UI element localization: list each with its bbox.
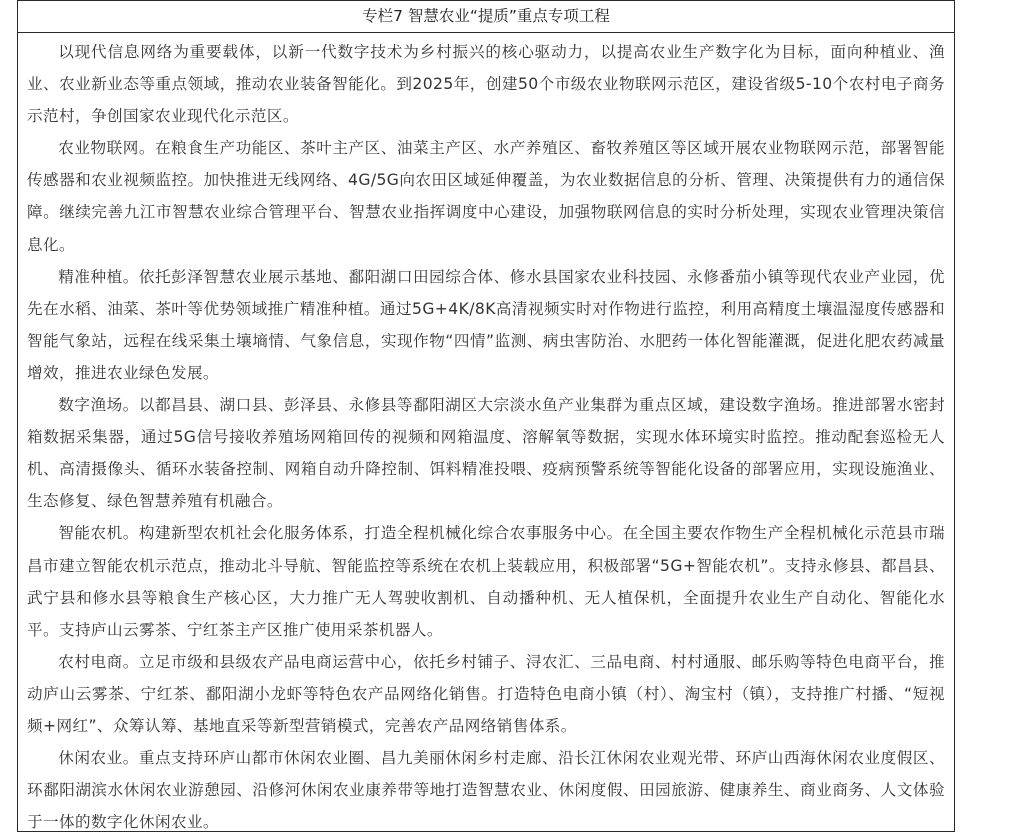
paragraph-smart-machinery: 智能农机。构建新型农机社会化服务体系，打造全程机械化综合农事服务中心。在全国主要农作物生产全程机械化示范县市瑞昌市建立智能农机示范点，推动北斗导航、智能监控等系统在农机上装载应用，积极部署“5G+智能农机”。支持永修县、都昌县、武宁县和修水县等粮食生产核心区，大力推广无人驾驶收割机、自动播种机、无人植保机，全面提升农业生产自动化、智能化水平。支持庐山云雾茶、宁红茶主产区推广使用采茶机器人。 [27, 524, 945, 639]
paragraph-leisure-agriculture: 休闲农业。重点支持环庐山都市休闲农业圈、昌九美丽休闲乡村走廊、沿长江休闲农业观光带、环庐山西海休闲农业度假区、环鄱阳湖滨水休闲农业游憩园、沿修河休闲农业康养带等地打造智慧农业、休闲度假、田园旅游、健康养生、商业商务、人文体验于一体的数字化休闲农业。 [27, 749, 945, 832]
column-content [18, 33, 954, 838]
paragraph-precision-planting: 精准种植。依托彭泽智慧农业展示基地、鄱阳湖口田园综合体、修水县国家农业科技园、永修番茄小镇等现代农业产业园，优先在水稻、油菜、茶叶等优势领域推广精准种植。通过5G+4K/8K高清视频实时对作物进行监控，利用高精度土壤温湿度传感器和智能气象站，远程在线采集土壤墒情、气象信息，实现作物“四情”监测、病虫害防治、水肥药一体化智能灌溉，促进化肥农药减量增效，推进农业绿色发展。 [27, 267, 945, 382]
paragraph-digital-fishery: 数字渔场。以都昌县、湖口县、彭泽县、永修县等鄱阳湖区大宗淡水鱼产业集群为重点区域，建设数字渔场。推进部署水密封箱数据采集器，通过5G信号接收养殖场网箱回传的视频和网箱温度、溶解氧等数据，实现水体环境实时监控。推动配套巡检无人机、高清摄像头、循环水装备控制、网箱自动升降控制、饵料精准投喂、疫病预警系统等智能化设备的部署应用，实现设施渔业、生态修复、绿色智慧养殖有机融合。 [27, 396, 945, 511]
paragraph-rural-ecommerce: 农村电商。立足市级和县级农产品电商运营中心，依托乡村铺子、浔农汇、三品电商、村村通服、邮乐购等特色电商平台，推动庐山云雾茶、宁红茶、鄱阳湖小龙虾等特色农产品网络化销售。打造特色电商小镇（村）、淘宝村（镇），支持推广村播、“短视频+网红”、众筹认筹、基地直采等新型营销模式，完善农产品网络销售体系。 [27, 652, 945, 735]
column-title: 专栏7 智慧农业“提质”重点专项工程 [18, 1, 954, 33]
paragraph-intro: 以现代信息网络为重要载体，以新一代数字技术为乡村振兴的核心驱动力，以提高农业生产数字化为目标，面向种植业、渔业、农业新业态等重点领域，推动农业装备智能化。到2025年，创建50个市级农业物联网示范区，建设省级5-10个农村电子商务示范村，争创国家农业现代化示范区。 [27, 43, 945, 126]
paragraph-iot: 农业物联网。在粮食生产功能区、茶叶主产区、油菜主产区、水产养殖区、畜牧养殖区等区域开展农业物联网示范，部署智能传感器和农业视频监控。加快推进无线网络、4G/5G向农田区域延伸覆盖，为农业数据信息的分析、管理、决策提供有力的通信保障。继续完善九江市智慧农业综合管理平台、智慧农业指挥调度中心建设，加强物联网信息的实时分析处理，实现农业管理决策信息化。 [27, 139, 945, 254]
special-column-box [17, 0, 955, 832]
